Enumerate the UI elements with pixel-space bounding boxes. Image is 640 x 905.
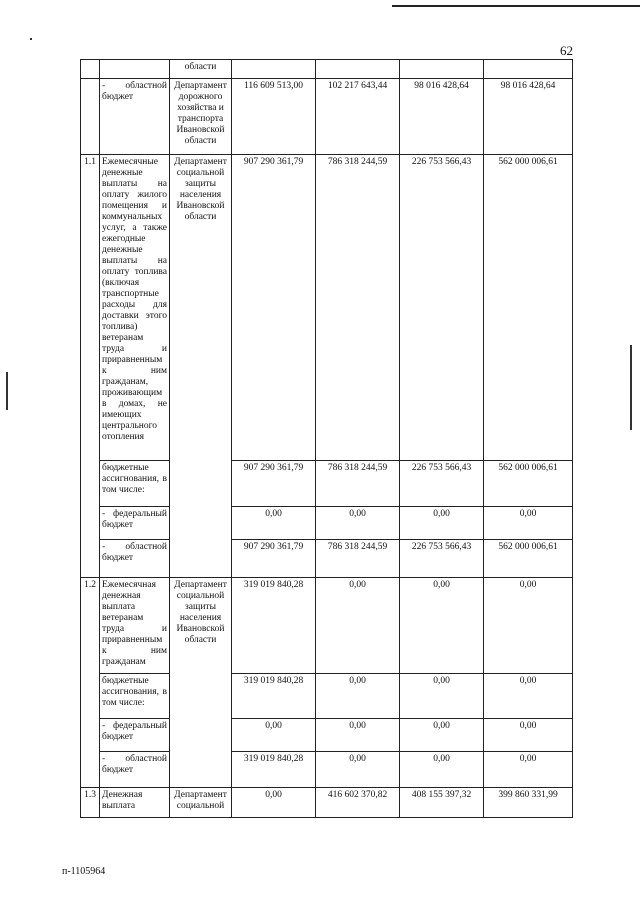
value-cell: 0,00	[484, 752, 573, 788]
table-row	[81, 540, 573, 578]
value-cell: 907 290 361,79	[232, 461, 316, 507]
value-cell: 0,00	[484, 719, 573, 752]
table-row	[81, 507, 573, 540]
value-cell: 0,00	[232, 507, 316, 540]
table-row	[81, 674, 573, 719]
table-row	[81, 578, 573, 674]
value-cell: 0,00	[316, 674, 400, 719]
value-cell: 319 019 840,28	[232, 674, 316, 719]
value-cell: 0,00	[232, 719, 316, 752]
value-cell: 0,00	[400, 578, 484, 674]
table-row	[81, 752, 573, 788]
value-cell: 562 000 006,61	[484, 155, 573, 461]
value-cell: 0,00	[232, 788, 316, 818]
value-cell: 0,00	[400, 507, 484, 540]
row-label: бюджетные ассигнования, в том числе:	[100, 461, 170, 507]
budget-table	[80, 59, 573, 818]
value-cell: 0,00	[400, 719, 484, 752]
table-row	[81, 788, 573, 818]
row-label: Ежемесячные денежные выплаты на оплату жилого помещения и коммунальных услуг, а также ежегодные денежные выплаты на оплату топлива (включая транспортные расходы для доставки этого топлива) ветеранам труда и приравненным к ним гражданам, проживающим в домах, не имеющих центрального отопления	[100, 155, 170, 461]
value-cell: 562 000 006,61	[484, 461, 573, 507]
value-cell: 0,00	[484, 507, 573, 540]
value-cell: 786 318 244,59	[316, 461, 400, 507]
value-cell: 0,00	[316, 507, 400, 540]
table-row	[81, 461, 573, 507]
value-cell: 319 019 840,28	[232, 578, 316, 674]
dept-cell: Департамент социальной защиты населения Ивановской области	[170, 578, 232, 788]
value-cell: 0,00	[400, 752, 484, 788]
scan-mark-left	[6, 372, 8, 410]
table-row	[81, 60, 573, 79]
value-cell: 98 016 428,64	[484, 79, 573, 155]
row-label: Денежная выплата	[100, 788, 170, 818]
value-cell: 0,00	[316, 752, 400, 788]
value-cell: 102 217 643,44	[316, 79, 400, 155]
value-cell: 116 609 513,00	[232, 79, 316, 155]
value-cell: 319 019 840,28	[232, 752, 316, 788]
row-label: - федеральный бюджет	[100, 719, 170, 752]
value-cell: 226 753 566,43	[400, 540, 484, 578]
value-cell: 399 860 331,99	[484, 788, 573, 818]
value-cell: 907 290 361,79	[232, 155, 316, 461]
value-cell: 0,00	[484, 578, 573, 674]
value-cell: 408 155 397,32	[400, 788, 484, 818]
value-cell: 98 016 428,64	[400, 79, 484, 155]
row-label: - областной бюджет	[100, 752, 170, 788]
row-label: Ежемесячная денежная выплата ветеранам труда и приравненным к ним гражданам	[100, 578, 170, 674]
dept-cell: Департамент социальной защиты населения Ивановской области	[170, 155, 232, 578]
row-number: 1.1	[81, 155, 100, 578]
table-row	[81, 79, 573, 155]
dept-cell: области	[170, 60, 232, 79]
dept-cell: Департамент социальной	[170, 788, 232, 818]
value-cell: 0,00	[484, 674, 573, 719]
value-cell: 562 000 006,61	[484, 540, 573, 578]
row-label: - федеральный бюджет	[100, 507, 170, 540]
scan-dot	[30, 38, 32, 40]
value-cell: 416 602 370,82	[316, 788, 400, 818]
document-code: п-1105964	[62, 866, 106, 877]
value-cell: 786 318 244,59	[316, 155, 400, 461]
row-label: - областной бюджет	[100, 79, 170, 155]
value-cell: 786 318 244,59	[316, 540, 400, 578]
top-rule	[392, 5, 640, 7]
value-cell: 0,00	[316, 578, 400, 674]
dept-cell: Департамент дорожного хозяйства и транспорта Ивановской области	[170, 79, 232, 155]
table-row	[81, 155, 573, 461]
page-number: 62	[560, 43, 573, 58]
value-cell: 226 753 566,43	[400, 461, 484, 507]
row-label: - областной бюджет	[100, 540, 170, 578]
row-number: 1.3	[81, 788, 100, 818]
value-cell: 0,00	[316, 719, 400, 752]
row-label: бюджетные ассигнования, в том числе:	[100, 674, 170, 719]
table-row	[81, 719, 573, 752]
value-cell: 226 753 566,43	[400, 155, 484, 461]
row-number: 1.2	[81, 578, 100, 788]
value-cell: 0,00	[400, 674, 484, 719]
scan-mark-right	[630, 345, 632, 430]
value-cell: 907 290 361,79	[232, 540, 316, 578]
